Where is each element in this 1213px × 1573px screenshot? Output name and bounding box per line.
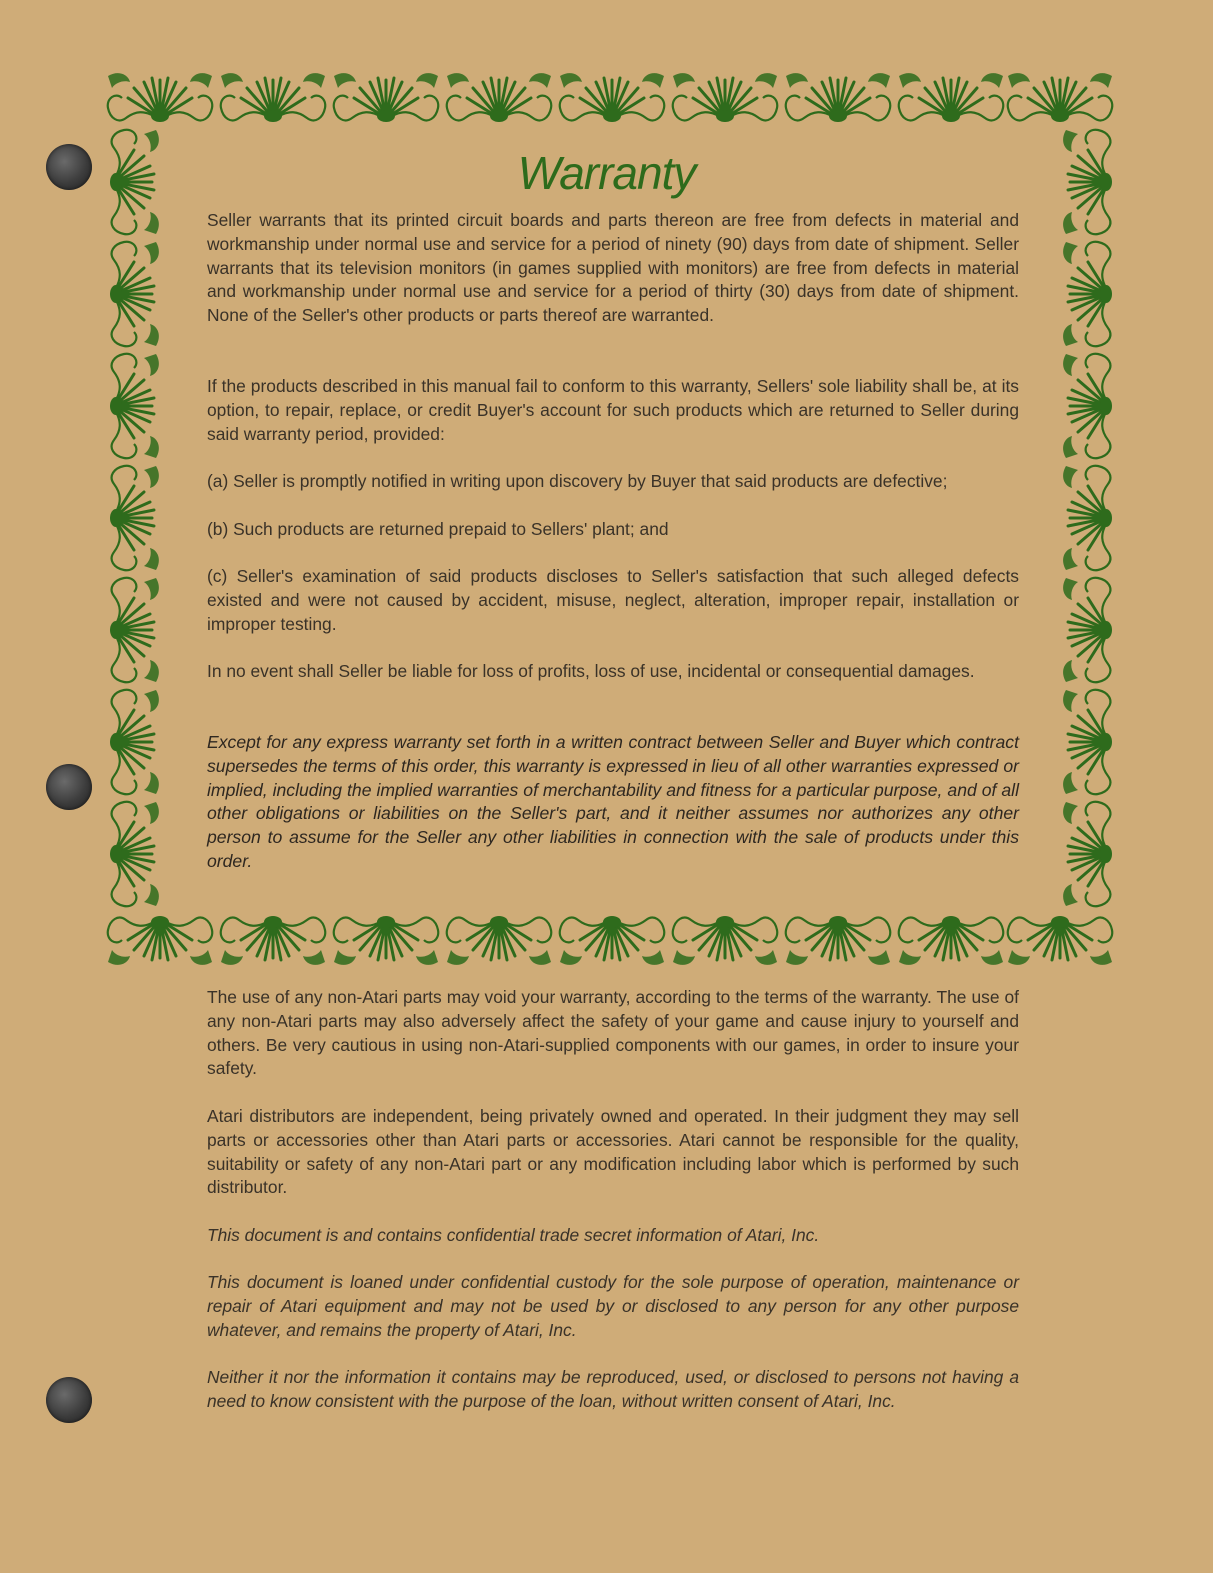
notice-reproduction: Neither it nor the information it contains may be reproduced, used, or disclosed to persons not having a need to know consistent with the purpose of the loan, without written consent of Atari, Inc. <box>207 1367 1019 1411</box>
warranty-disclaimer: Except for any express warranty set forth in a written contract between Seller and Buyer which contract supersedes the terms of this order, this warranty is expressed in lieu of all other warranties expressed or implied, including the implied warranties of merchantability and fitness for a particular purpose, and of all other obligations or liabilities on the Seller's part, and it neither assumes nor authorizes any other person to assume for the Seller any other liabilities in connection with the sale of products under this order. <box>207 732 1019 871</box>
page-title: Warranty <box>517 147 696 199</box>
border-top <box>104 68 1116 126</box>
warranty-condition-a: (a) Seller is promptly notified in writing upon discovery by Buyer that said products are defective; <box>207 471 948 491</box>
notice-loaned: This document is loaned under confidential custody for the sole purpose of operation, maintenance or repair of Atari equipment and may not be used by or disclosed to any person for any other purpose whatever, and remains the property of Atari, Inc. <box>207 1272 1019 1340</box>
border-left <box>104 126 162 910</box>
border-right <box>1060 126 1118 910</box>
warranty-condition-c: (c) Seller's examination of said products discloses to Seller's satisfaction that such alleged defects existed and were not caused by accident, misuse, neglect, alteration, improper repair, installation or improper testing. <box>207 566 1019 634</box>
warranty-paragraph-2: If the products described in this manual fail to conform to this warranty, Sellers' sole liability shall be, at its option, to repair, replace, or credit Buyer's account for such products which are returned to Seller during said warranty period, provided: <box>207 376 1019 444</box>
notice-confidential: This document is and contains confidential trade secret information of Atari, Inc. <box>207 1225 820 1245</box>
notice-non-atari-parts: The use of any non-Atari parts may void your warranty, according to the terms of the warranty. The use of any non-Atari parts may also adversely affect the safety of your game and cause injury to yourself and others. Be very cautious in using non-Atari-supplied components with our games, in order to insure your safety. <box>207 987 1019 1079</box>
warranty-paragraph-1: Seller warrants that its printed circuit boards and parts thereon are free from defects in material and workmanship under normal use and service for a period of ninety (90) days from date of shipment. Seller warrants that its television monitors (in games supplied with monitors) are free from defects in material and workmanship under normal use and service for a period of thirty (30) days from date of shipment. None of the Seller's other products or parts thereof are warranted. <box>207 210 1019 326</box>
warranty-condition-b: (b) Such products are returned prepaid to Sellers' plant; and <box>207 519 669 539</box>
notice-distributors: Atari distributors are independent, being privately owned and operated. In their judgment they may sell parts or accessories other than Atari parts or accessories. Atari cannot be responsible for the quality, suitability or safety of any non-Atari part or any modification including labor which is performed by such distributor. <box>207 1106 1019 1198</box>
border-bottom <box>104 912 1116 970</box>
warranty-paragraph-liability: In no event shall Seller be liable for loss of profits, loss of use, incidental or consequential damages. <box>207 661 975 681</box>
